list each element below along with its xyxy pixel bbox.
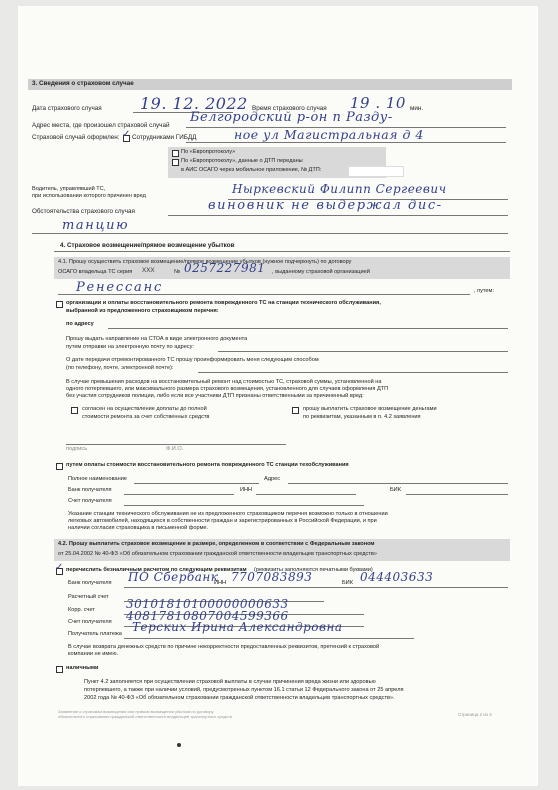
notify-line-2: (по телефону, почте, электронной почте):	[66, 365, 174, 371]
acc-value: 40817810807004599366	[126, 609, 289, 623]
document-page	[18, 6, 538, 786]
p41-no: №	[174, 269, 181, 275]
corr-label: Корр. счет	[68, 607, 95, 613]
time-value: 19 . 10	[350, 94, 406, 112]
excess-line-1: В случае превышения расходов на восстановительный ремонт над стоимостью ТС, страховой суммы, установленной на	[66, 379, 382, 385]
checkbox-cash[interactable]	[56, 666, 63, 673]
settle-label: Расчетный счет	[68, 594, 109, 600]
insurer-underline	[58, 294, 470, 295]
org-title-2: выбранной из предложенного страховщиком перечня:	[66, 308, 219, 314]
refund-line-2: компании не имею.	[68, 651, 119, 657]
station-note-1: Указание станции технического обслуживания не из предложенного страховщиком перечня возможно только в отношении	[68, 511, 388, 517]
dtp-number-field[interactable]	[348, 166, 404, 177]
driver-label-2: при использовании которого причинен вред	[32, 193, 146, 199]
section-4-underline	[54, 251, 510, 252]
payee-value: Терских Ирина Александровна	[132, 620, 343, 634]
sto-email-underline	[218, 351, 508, 352]
cash-line-2: потерпевшего, а также при наличии условий, предусмотренных пунктом 16.1 статьи 12 Федерального закона от 25 апреля	[84, 687, 404, 693]
checkbox-org-repair[interactable]	[56, 301, 63, 308]
footer-line-2: обязательного страхования гражданской ответственности владельцев транспортных средств	[58, 714, 232, 719]
full-name-label: Полное наименование	[68, 476, 127, 482]
payee-label: Получатель платежа	[68, 631, 122, 637]
cash-line-1: Пункт 4.2 заполняется при осуществлении страховой выплаты в случае причинения вреда жизни или здоровью	[84, 679, 376, 685]
p41-number: 0257227981	[184, 261, 266, 275]
transfer-title: перечислить безналичным расчетом по следующим реквизитам	[66, 567, 247, 573]
notify-underline	[198, 372, 508, 373]
circ-label: Обстоятельства страхового случая	[32, 208, 135, 215]
bik-label: БИК	[342, 580, 353, 586]
p42-line-1: 4.2. Прошу выплатить страховое возмещение в размере, определенном в соответствии с Федеральным законом	[58, 541, 375, 547]
p41-line2-a: ОСАГО владельца ТС серия	[58, 269, 133, 275]
transfer-check-icon: ✓	[55, 562, 64, 573]
transfer-note: (реквизиты заполняются печатными буквами)	[254, 567, 373, 573]
opt-euro-ais-1: По «Европротоколу», данные о ДТП переданы	[181, 158, 303, 164]
circ-value-1: виновник не выдержал дис-	[208, 198, 443, 213]
cash-line-3: 2002 года № 40-ФЗ «Об обязательном страховании гражданской ответственности владельцев транспортных средств».	[84, 695, 395, 701]
registered-label: Страховой случай оформлен:	[32, 134, 120, 141]
org-title-1: организации и оплаты восстановительного ремонта поврежденного ТС на станции технического обслуживания,	[66, 300, 381, 306]
excess-line-3: без участия сотрудников полиции, либо если все участники ДТП признаны ответственными за причиненный вред:	[66, 393, 364, 399]
date-value: 19. 12. 2022	[140, 94, 248, 113]
p41-line1: 4.1. Прошу осуществить страховое возмещение/прямое возмещение убытков (нужное подчеркнуть) по договору	[58, 259, 352, 265]
driver-label-1: Водитель, управлявший ТС,	[32, 186, 106, 192]
acc-label: Счет получателя	[68, 619, 112, 625]
address-label: Адрес места, где произошел страховой случай	[32, 122, 170, 129]
sto-inn-underline	[256, 494, 356, 495]
p42-line-2: от 25.04.2002 № 40-ФЗ «Об обязательном страховании гражданской ответственности владельцев транспортных средств»	[58, 551, 377, 557]
address-value-1: Белгородский р-он п Разду-	[190, 110, 393, 125]
agree-line-1: согласен на осуществление доплаты до полной	[82, 406, 207, 412]
notify-line-1: О дате передачи отремонтированного ТС прошу проинформировать меня следующим способом	[66, 357, 319, 363]
p41-series: ХХХ	[142, 267, 155, 274]
checkbox-pay-sto[interactable]	[56, 463, 63, 470]
sto-bank-underline	[124, 494, 234, 495]
address-underline-2	[186, 142, 506, 143]
page-number: Страница 2 из 4	[458, 712, 492, 717]
circ-value-2: танцию	[62, 218, 130, 233]
agree-line-2: стоимости ремонта за счет собственных средств	[82, 414, 210, 420]
refund-line-1: В случае возврата денежных средств по причине некорректности предоставленных реквизитов, претензий к страховой	[68, 644, 380, 650]
checkbox-euro-ais[interactable]	[172, 159, 179, 166]
payee-underline	[124, 638, 414, 639]
sto-address-underline	[288, 483, 508, 484]
time-label: Время страхового случая	[252, 105, 327, 112]
pay-line-1: прошу выплатить страховое возмещение деньгами	[303, 406, 437, 412]
punch-hole	[177, 743, 181, 747]
address-value-2: ное ул Магистральная д 4	[234, 127, 424, 142]
bank-label: Банк получателя	[68, 580, 112, 586]
sto-line-2: путем отправки на электронную почту по адресу:	[66, 344, 194, 350]
footer-line-1: Заявление о страховом возмещении или прямом возмещении убытков по договору	[58, 709, 214, 714]
opt-gibdd-label: Сотрудниками ГИБДД	[132, 134, 197, 141]
inn-value: 7707083893	[231, 570, 313, 584]
bank-underline	[124, 587, 508, 588]
sto-bank-label: Банк получателя	[68, 487, 112, 493]
by-address: по адресу	[66, 321, 94, 327]
opt-euro-ais-2: в АИС ОСАГО через мобильное приложение, № ДТП:	[181, 167, 322, 173]
sto-account-underline	[124, 505, 364, 506]
inn-label: ИНН	[214, 580, 227, 586]
date-label: Дата страхового случая	[32, 105, 102, 112]
sign-underline	[66, 444, 286, 445]
sto-bik-underline	[406, 494, 508, 495]
sto-line-1: Прошу выдать направление на СТОА в виде электронного документа	[66, 336, 248, 342]
insurer-suffix: , путем:	[474, 288, 494, 294]
check-mark-icon: ✓	[122, 129, 131, 140]
excess-line-2: одного потерпевшего, или максимального размера страхового возмещения, установленного для случаев оформления ДТП	[66, 386, 389, 392]
sign-left-caption: подпись	[66, 446, 88, 452]
bank-value: ПО Сбербанк	[128, 570, 219, 584]
section-4-title: 4. Страховое возмещение/прямое возмещение убытков	[60, 242, 235, 249]
checkbox-agree-extra[interactable]	[71, 407, 78, 414]
station-note-2: легковых автомобилей, находящихся в собственности граждан и зарегистрированных в Российской Федерации, и при	[68, 518, 377, 524]
sto-inn-label: ИНН	[240, 487, 253, 493]
insurer-value: Ренессанс	[76, 280, 164, 295]
opt-euro-label: По «Европротоколу»	[181, 149, 236, 155]
bik-value: 044403633	[360, 570, 434, 584]
corr-value: 30101810100000000633	[126, 597, 289, 611]
cash-title: наличными	[66, 665, 99, 671]
sto-account-label: Счет получателя	[68, 498, 112, 504]
circ-underline-2	[32, 233, 508, 234]
sto-address-label: Адрес	[264, 476, 281, 482]
full-name-underline	[134, 483, 259, 484]
circ-underline-1	[168, 215, 508, 216]
checkbox-pay-money[interactable]	[292, 407, 299, 414]
time-unit: мин.	[410, 105, 424, 112]
by-address-underline	[108, 328, 508, 329]
station-note-3: наличии согласия страховщика в письменной форме.	[68, 525, 209, 531]
pay-line-2: по реквизитам, указанным в п. 4.2 заявления	[303, 414, 421, 420]
driver-value: Ныркевский Филипп Сергеевич	[232, 182, 447, 196]
pay-sto-title: путем оплаты стоимости восстановительного ремонта поврежденного ТС станции техобслуживания	[66, 462, 349, 468]
checkbox-euro[interactable]	[172, 150, 179, 157]
section-3-title: 3. Сведения о страховом случае	[32, 80, 134, 87]
p41-line2-b: , выданному страховой организацией	[272, 269, 370, 275]
sign-right-caption: Ф.И.О.	[166, 446, 184, 452]
sto-bik-label: БИК	[390, 487, 401, 493]
